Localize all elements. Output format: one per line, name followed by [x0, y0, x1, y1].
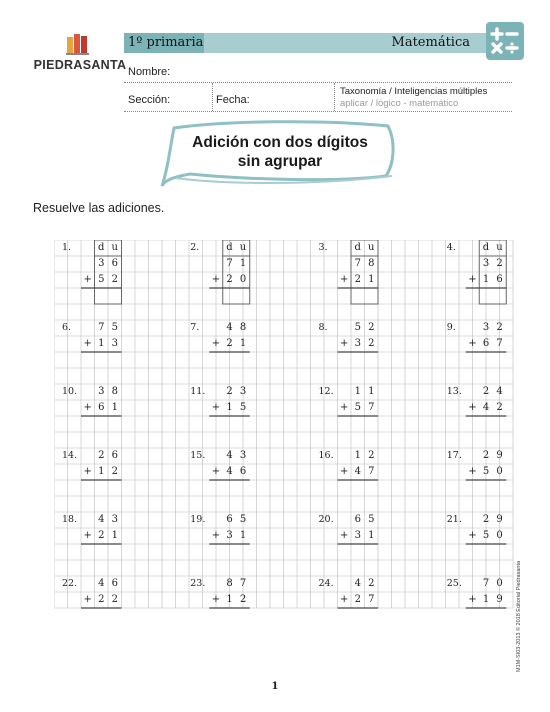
- plus-sign: +: [468, 402, 477, 413]
- plus-sign: +: [83, 466, 92, 477]
- problem-number: 1.: [62, 242, 72, 253]
- bottom-units-digit: 1: [239, 530, 247, 541]
- plus-sign: +: [83, 402, 92, 413]
- problem-number: 9.: [446, 322, 456, 333]
- problem-number: 18.: [62, 514, 78, 525]
- top-units-digit: 2: [368, 322, 375, 333]
- tens-header: d: [98, 242, 105, 253]
- bottom-units-digit: 0: [239, 274, 247, 285]
- problem-number: 11.: [190, 386, 206, 397]
- exercise-grid: [54, 240, 522, 610]
- bottom-units-digit: 2: [496, 402, 503, 413]
- bottom-tens-digit: 3: [226, 530, 233, 541]
- top-tens-digit: 7: [482, 578, 490, 589]
- problem-number: 14.: [62, 450, 78, 461]
- problem-number: 7.: [190, 322, 200, 333]
- answer-slot[interactable]: [95, 352, 122, 368]
- top-units-digit: 2: [496, 258, 503, 269]
- answer-slot[interactable]: [223, 608, 250, 624]
- answer-slot[interactable]: [95, 288, 122, 304]
- top-units-digit: 7: [239, 578, 247, 589]
- problem-number: 4.: [446, 242, 456, 253]
- bottom-tens-digit: 6: [98, 402, 105, 413]
- units-header: u: [239, 242, 247, 253]
- plus-sign: +: [211, 274, 221, 285]
- bottom-units-digit: 6: [496, 274, 503, 285]
- top-units-digit: 6: [111, 258, 118, 269]
- bottom-tens-digit: 6: [482, 338, 490, 349]
- bottom-units-digit: 6: [239, 466, 247, 477]
- section-label: Sección:: [128, 94, 171, 106]
- problem-number: 8.: [318, 322, 328, 333]
- bottom-tens-digit: 4: [226, 466, 233, 477]
- taxonomy-value: aplicar / lógico - matemático: [340, 98, 459, 109]
- answer-slot[interactable]: [95, 480, 122, 496]
- top-tens-digit: 5: [354, 322, 361, 333]
- top-tens-digit: 3: [98, 386, 105, 397]
- answer-slot[interactable]: [223, 480, 250, 496]
- units-header: u: [368, 242, 375, 253]
- publisher-name: PIEDRASANTA: [33, 58, 127, 72]
- bottom-tens-digit: 3: [354, 530, 361, 541]
- top-tens-digit: 4: [226, 450, 233, 461]
- top-units-digit: 8: [368, 258, 375, 269]
- answer-slot[interactable]: [223, 352, 250, 368]
- units-header: u: [111, 242, 118, 253]
- bottom-units-digit: 1: [368, 530, 375, 541]
- top-units-digit: 2: [496, 322, 503, 333]
- date-label: Fecha:: [216, 94, 250, 106]
- problem-number: 6.: [62, 322, 72, 333]
- bottom-tens-digit: 2: [226, 274, 233, 285]
- top-units-digit: 5: [239, 514, 247, 525]
- top-tens-digit: 6: [226, 514, 233, 525]
- books-icon: [66, 33, 92, 55]
- top-units-digit: 3: [239, 450, 247, 461]
- top-tens-digit: 3: [482, 322, 490, 333]
- top-tens-digit: 2: [98, 450, 105, 461]
- answer-slot[interactable]: [479, 288, 506, 304]
- bottom-units-digit: 0: [496, 530, 503, 541]
- top-tens-digit: 4: [226, 322, 233, 333]
- plus-sign: +: [211, 402, 221, 413]
- top-tens-digit: 4: [98, 514, 105, 525]
- units-header: u: [496, 242, 503, 253]
- problem-number: 23.: [190, 578, 206, 589]
- bottom-tens-digit: 1: [226, 402, 233, 413]
- bottom-tens-digit: 4: [482, 402, 490, 413]
- bottom-tens-digit: 1: [98, 466, 105, 477]
- header-bar: [124, 33, 488, 53]
- bottom-units-digit: 1: [111, 530, 118, 541]
- bottom-tens-digit: 3: [354, 338, 361, 349]
- answer-slot[interactable]: [479, 480, 506, 496]
- plus-sign: +: [468, 466, 477, 477]
- subject-label: Matemática: [391, 35, 470, 50]
- problem-number: 15.: [190, 450, 206, 461]
- plus-sign: +: [83, 338, 92, 349]
- plus-sign: +: [340, 530, 349, 541]
- bottom-units-digit: 7: [368, 594, 375, 605]
- top-tens-digit: 7: [226, 258, 233, 269]
- bottom-tens-digit: 5: [354, 402, 361, 413]
- bottom-tens-digit: 5: [482, 466, 490, 477]
- answer-slot[interactable]: [95, 608, 122, 624]
- bottom-units-digit: 1: [239, 338, 247, 349]
- answer-slot[interactable]: [351, 416, 378, 432]
- top-tens-digit: 2: [226, 386, 233, 397]
- answer-slot[interactable]: [351, 288, 378, 304]
- name-field[interactable]: [124, 82, 512, 83]
- top-units-digit: 8: [111, 386, 118, 397]
- math-operations-icon: [486, 22, 524, 60]
- divider: [212, 83, 213, 111]
- title-line-1: Adición con dos dígitos: [192, 134, 368, 151]
- name-label: Nombre:: [128, 66, 171, 78]
- answer-slot[interactable]: [479, 608, 506, 624]
- top-tens-digit: 2: [482, 514, 490, 525]
- bottom-tens-digit: 5: [98, 274, 105, 285]
- problem-number: 22.: [62, 578, 78, 589]
- bottom-units-digit: 9: [496, 594, 503, 605]
- plus-sign: +: [83, 530, 92, 541]
- top-units-digit: 6: [111, 578, 118, 589]
- publisher-logo: [30, 30, 130, 80]
- plus-sign: +: [468, 594, 477, 605]
- copyright-text: M1M-SI03-2013 © 2018 Editorial Piedrasanta: [516, 560, 522, 672]
- section-date-field[interactable]: [124, 111, 512, 112]
- answer-slot[interactable]: [479, 416, 506, 432]
- plus-sign: +: [340, 594, 349, 605]
- plus-sign: +: [340, 402, 349, 413]
- plus-sign: +: [211, 466, 221, 477]
- top-tens-digit: 6: [354, 514, 361, 525]
- top-units-digit: 4: [496, 386, 503, 397]
- problem-number: 19.: [190, 514, 206, 525]
- answer-slot[interactable]: [223, 288, 250, 304]
- answer-slot[interactable]: [479, 352, 506, 368]
- problem-number: 12.: [318, 386, 334, 397]
- problem-number: 21.: [446, 514, 462, 525]
- answer-slot[interactable]: [223, 544, 250, 560]
- plus-sign: +: [83, 594, 92, 605]
- bottom-units-digit: 2: [239, 594, 247, 605]
- plus-sign: +: [211, 594, 221, 605]
- plus-sign: +: [468, 274, 477, 285]
- top-tens-digit: 3: [482, 258, 490, 269]
- bottom-tens-digit: 1: [226, 594, 233, 605]
- top-units-digit: 9: [496, 450, 503, 461]
- tens-header: d: [354, 242, 361, 253]
- problem-number: 16.: [318, 450, 334, 461]
- bottom-units-digit: 3: [111, 338, 118, 349]
- top-tens-digit: 3: [98, 258, 105, 269]
- answer-slot[interactable]: [223, 416, 250, 432]
- answer-slot[interactable]: [479, 544, 506, 560]
- title-line-2: sin agrupar: [237, 153, 323, 170]
- bottom-units-digit: 2: [368, 338, 375, 349]
- divider: [334, 83, 335, 111]
- problem-number: 24.: [318, 578, 334, 589]
- grade-label: 1º primaria: [124, 33, 204, 53]
- answer-slot[interactable]: [95, 544, 122, 560]
- top-tens-digit: 2: [482, 386, 490, 397]
- bottom-tens-digit: 2: [98, 594, 105, 605]
- answer-slot[interactable]: [351, 608, 378, 624]
- bottom-units-digit: 7: [368, 402, 375, 413]
- answer-slot[interactable]: [95, 416, 122, 432]
- bottom-units-digit: 7: [496, 338, 503, 349]
- top-units-digit: 5: [111, 322, 118, 333]
- problem-number: 10.: [62, 386, 78, 397]
- top-units-digit: 2: [368, 450, 375, 461]
- bottom-tens-digit: 2: [354, 594, 361, 605]
- top-units-digit: 3: [239, 386, 247, 397]
- instruction-text: Resuelve las adiciones.: [33, 201, 165, 215]
- top-units-digit: 0: [496, 578, 503, 589]
- grid-lines: [54, 240, 522, 610]
- top-tens-digit: 7: [98, 322, 105, 333]
- top-units-digit: 3: [111, 514, 118, 525]
- top-units-digit: 6: [111, 450, 118, 461]
- problem-number: 17.: [446, 450, 462, 461]
- bottom-units-digit: 0: [496, 466, 503, 477]
- plus-sign: +: [83, 274, 92, 285]
- bottom-tens-digit: 4: [354, 466, 361, 477]
- answer-slot[interactable]: [351, 480, 378, 496]
- bottom-units-digit: 2: [111, 466, 118, 477]
- bottom-units-digit: 7: [368, 466, 375, 477]
- problem-number: 20.: [318, 514, 334, 525]
- top-tens-digit: 4: [354, 578, 361, 589]
- problem-number: 13.: [446, 386, 462, 397]
- top-tens-digit: 2: [482, 450, 490, 461]
- taxonomy-label: Taxonomía / Inteligencias múltiples: [340, 86, 488, 97]
- top-units-digit: 1: [239, 258, 247, 269]
- bottom-units-digit: 1: [368, 274, 375, 285]
- bottom-tens-digit: 2: [98, 530, 105, 541]
- plus-sign: +: [340, 338, 349, 349]
- copyright-note: [516, 552, 526, 672]
- problem-number: 25.: [446, 578, 462, 589]
- top-tens-digit: 8: [226, 578, 233, 589]
- bottom-tens-digit: 1: [482, 594, 490, 605]
- top-tens-digit: 7: [354, 258, 361, 269]
- problem-number: 3.: [318, 242, 328, 253]
- top-units-digit: 8: [239, 322, 247, 333]
- answer-slot[interactable]: [351, 544, 378, 560]
- top-units-digit: 9: [496, 514, 503, 525]
- top-units-digit: 1: [368, 386, 375, 397]
- bottom-tens-digit: 5: [482, 530, 490, 541]
- tens-header: d: [482, 242, 490, 253]
- problem-number: 2.: [190, 242, 200, 253]
- tens-header: d: [226, 242, 233, 253]
- top-units-digit: 2: [368, 578, 375, 589]
- bottom-units-digit: 1: [111, 402, 118, 413]
- top-tens-digit: 1: [354, 386, 361, 397]
- page-title: [160, 133, 400, 171]
- top-units-digit: 5: [368, 514, 375, 525]
- answer-slot[interactable]: [351, 352, 378, 368]
- plus-sign: +: [468, 338, 477, 349]
- plus-sign: +: [340, 466, 349, 477]
- bottom-units-digit: 5: [239, 402, 247, 413]
- plus-sign: +: [340, 274, 349, 285]
- top-tens-digit: 4: [98, 578, 105, 589]
- bottom-tens-digit: 2: [354, 274, 361, 285]
- plus-sign: +: [211, 338, 221, 349]
- bottom-units-digit: 2: [111, 274, 118, 285]
- top-tens-digit: 1: [354, 450, 361, 461]
- plus-sign: +: [211, 530, 221, 541]
- bottom-tens-digit: 2: [226, 338, 233, 349]
- plus-sign: +: [468, 530, 477, 541]
- bottom-tens-digit: 1: [482, 274, 490, 285]
- bottom-units-digit: 2: [111, 594, 118, 605]
- page-number: 1: [271, 681, 279, 692]
- bottom-tens-digit: 1: [98, 338, 105, 349]
